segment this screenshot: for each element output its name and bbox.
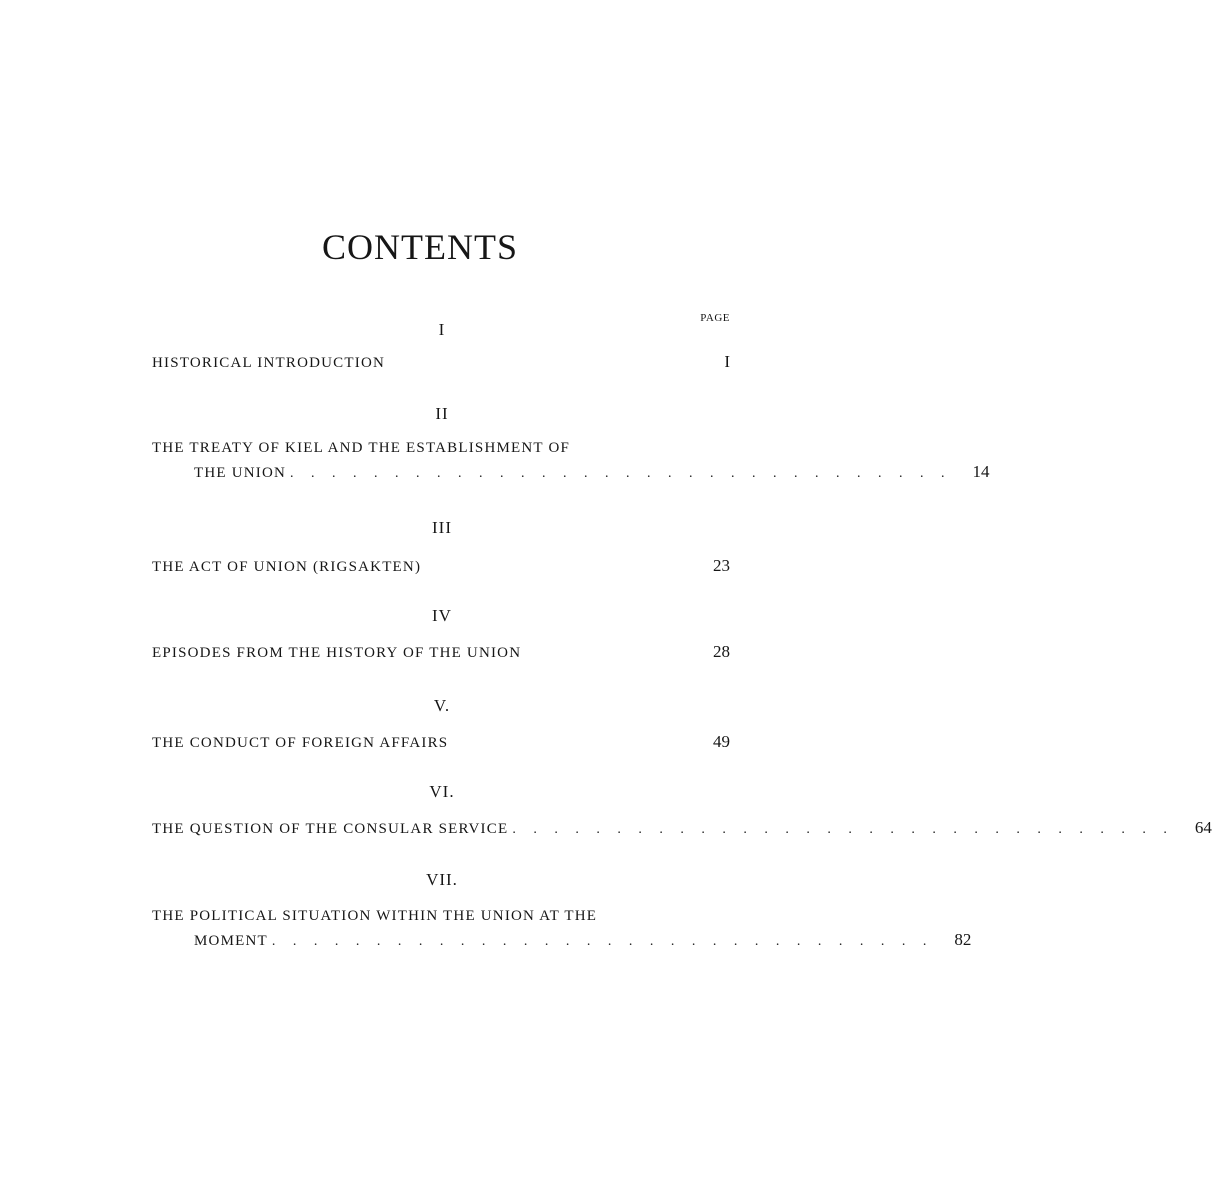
chapter-title: HISTORICAL INTRODUCTION bbox=[152, 355, 386, 371]
chapter-numeral: III bbox=[432, 518, 452, 537]
chapter-title: THE TREATY OF KIEL AND THE ESTABLISHMENT OF bbox=[152, 440, 571, 456]
page-number: 82 bbox=[954, 930, 972, 949]
toc-entry[interactable] bbox=[152, 556, 730, 578]
page-number: 14 bbox=[972, 462, 990, 481]
dot-leader: . . . . . . . . . . . . . . . . . . . . . . . . . . . . . . . . bbox=[512, 822, 1174, 837]
toc-entry[interactable] bbox=[152, 440, 990, 484]
chapter-title: THE CONDUCT OF FOREIGN AFFAIRS bbox=[152, 735, 449, 751]
page-number: 28 bbox=[713, 642, 730, 661]
page-number: 64 bbox=[1194, 818, 1212, 837]
chapter-numeral: IV bbox=[432, 606, 452, 625]
chapter-numeral: II bbox=[435, 404, 449, 423]
chapter-title: THE POLITICAL SITUATION WITHIN THE UNION AT THE bbox=[152, 908, 598, 924]
page-number: I bbox=[724, 352, 730, 371]
chapter-numeral: VII. bbox=[426, 870, 458, 889]
chapter-numeral: VI. bbox=[429, 782, 455, 801]
toc-entry[interactable] bbox=[152, 732, 730, 754]
chapter-numeral: I bbox=[438, 320, 446, 339]
chapter-numeral: V. bbox=[433, 696, 451, 715]
page-number: 23 bbox=[713, 556, 730, 575]
dot-leader: . . . . . . . . . . . . . . . . . . . . . . . . . . . . . . . . bbox=[290, 466, 952, 481]
chapter-title: THE ACT OF UNION (RIGSAKTEN) bbox=[152, 559, 422, 575]
toc-entry[interactable] bbox=[152, 818, 1212, 840]
chapter-title-continued: MOMENT bbox=[194, 933, 268, 949]
dot-leader: . . . . . . . . . . . . . . . . . . . . . . . . . . . . . . . . bbox=[271, 934, 934, 949]
page-column-label: PAGE bbox=[700, 312, 730, 324]
toc-entry[interactable] bbox=[152, 352, 730, 374]
toc-entry[interactable] bbox=[152, 642, 730, 664]
page-title: CONTENTS bbox=[322, 227, 518, 267]
chapter-title-continued: THE UNION bbox=[194, 465, 287, 481]
chapter-title: EPISODES FROM THE HISTORY OF THE UNION bbox=[152, 645, 522, 661]
chapter-title: THE QUESTION OF THE CONSULAR SERVICE bbox=[152, 821, 509, 837]
page-number: 49 bbox=[713, 732, 730, 751]
toc-entry[interactable] bbox=[152, 908, 972, 952]
